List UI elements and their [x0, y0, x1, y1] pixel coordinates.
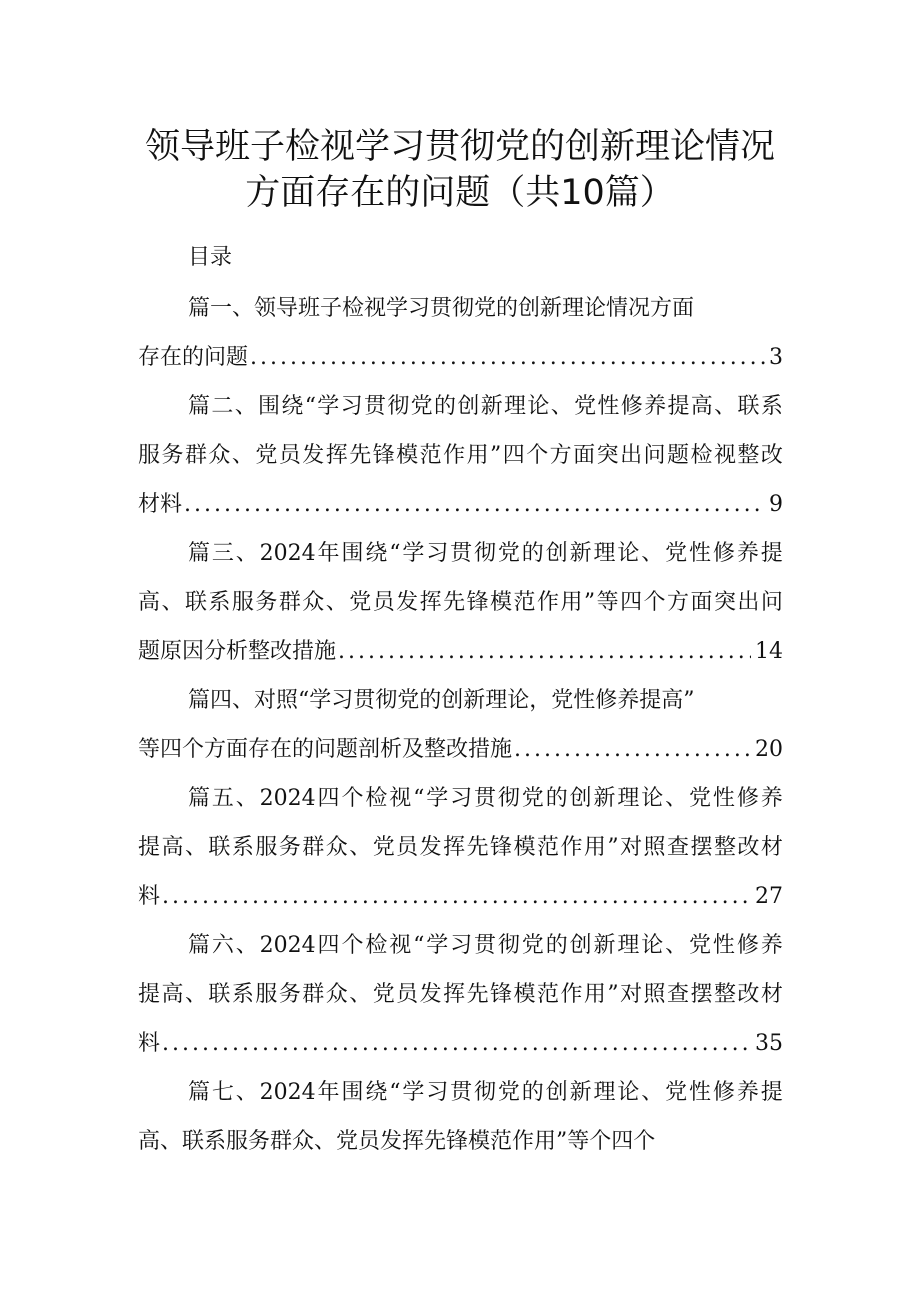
glyph: 党 [497, 1080, 520, 1105]
glyph: 性 [712, 786, 735, 811]
glyph: 挥 [419, 590, 442, 615]
glyph: 发 [419, 982, 442, 1007]
glyph: 联 [737, 394, 760, 419]
glyph: 七 [211, 1080, 234, 1105]
glyph: 挥 [443, 835, 466, 860]
glyph: 检 [365, 933, 388, 958]
glyph: 彻 [497, 933, 520, 958]
glyph: 查 [667, 982, 690, 1007]
glyph: 、 [235, 933, 258, 958]
glyph: 篇 [188, 394, 211, 419]
glyph: 党 [574, 394, 597, 419]
toc-entry-4-line-1: 篇四、对照“学习贯彻党的创新理论，党性修养提高” [188, 688, 695, 713]
toc-entry-4-text: 等四个方面存在的问题剖析及整改措施 [138, 737, 513, 762]
glyph: 员 [372, 590, 395, 615]
glyph: 整 [737, 443, 760, 468]
glyph: 照 [643, 835, 666, 860]
glyph: 作 [560, 835, 583, 860]
glyph: 、 [235, 786, 258, 811]
glyph: 范 [536, 982, 559, 1007]
glyph: 学 [317, 394, 340, 419]
toc-entry-6-last-line[interactable] [138, 1026, 783, 1062]
glyph: 彻 [474, 1080, 497, 1105]
glyph: 突 [713, 590, 736, 615]
glyph: 高 [161, 835, 184, 860]
glyph: 、 [234, 394, 257, 419]
glyph: 彻 [497, 786, 520, 811]
glyph: 改 [760, 443, 783, 468]
glyph: 创 [457, 394, 480, 419]
toc-entry-3-text: 题原因分析整改措施 [138, 639, 337, 664]
glyph: 发 [396, 590, 419, 615]
glyph: 、 [714, 394, 737, 419]
document-title-line-1: 领导班子检视学习贯彻党的创新理论情况 [144, 127, 775, 167]
glyph: 联 [208, 835, 231, 860]
glyph: 理 [593, 1080, 616, 1105]
glyph: ” [583, 590, 596, 615]
glyph: 年 [317, 541, 340, 566]
glyph: 贯 [450, 1080, 473, 1105]
glyph: 党 [497, 541, 520, 566]
glyph: 党 [665, 541, 688, 566]
glyph: 整 [713, 835, 736, 860]
glyph: 新 [593, 786, 616, 811]
glyph: 、 [550, 394, 573, 419]
glyph: 围 [341, 541, 364, 566]
glyph: 彻 [387, 394, 410, 419]
glyph: 绕 [365, 541, 388, 566]
glyph: 篇 [188, 786, 211, 811]
glyph: 、 [641, 1080, 664, 1105]
glyph: 的 [521, 1080, 544, 1105]
glyph: 务 [278, 835, 301, 860]
toc-entry-1-page: 3 [769, 345, 783, 370]
glyph: 员 [396, 982, 419, 1007]
glyph: 众 [325, 982, 348, 1007]
glyph: 员 [278, 443, 301, 468]
glyph: 、 [231, 443, 254, 468]
glyph: 养 [736, 541, 759, 566]
glyph: 修 [712, 1080, 735, 1105]
glyph: 群 [302, 982, 325, 1007]
glyph: 论 [641, 933, 664, 958]
glyph: 众 [302, 590, 325, 615]
glyph: 用 [583, 835, 606, 860]
glyph: 修 [736, 786, 759, 811]
glyph: 联 [208, 982, 231, 1007]
glyph: 高 [161, 982, 184, 1007]
glyph: 、 [349, 982, 372, 1007]
toc-entry-5-line-2 [138, 830, 783, 866]
glyph: 先 [466, 835, 489, 860]
glyph: 发 [419, 835, 442, 860]
glyph: 四 [317, 933, 340, 958]
glyph: 、 [641, 541, 664, 566]
glyph: 、 [665, 786, 688, 811]
glyph: “ [304, 394, 316, 419]
glyph: 、 [184, 835, 207, 860]
glyph: 检 [690, 443, 713, 468]
toc-entry-1-last-line[interactable] [138, 340, 783, 376]
glyph: 新 [569, 1080, 592, 1105]
glyph: 先 [466, 982, 489, 1007]
glyph: 篇 [188, 541, 211, 566]
glyph: 作 [443, 443, 466, 468]
glyph: 员 [396, 835, 419, 860]
glyph: 党 [521, 786, 544, 811]
glyph: 彻 [474, 541, 497, 566]
glyph: 2024 [259, 933, 316, 958]
glyph: 围 [341, 1080, 364, 1105]
glyph: 务 [161, 443, 184, 468]
toc-entry-2-last-line[interactable] [138, 487, 783, 523]
glyph: 新 [480, 394, 503, 419]
toc-entry-7-line-1 [188, 1075, 783, 1111]
glyph: 贯 [450, 541, 473, 566]
glyph: 党 [521, 933, 544, 958]
glyph: 范 [513, 590, 536, 615]
document-title-line-2: 方面存在的问题（共10篇） [245, 173, 675, 213]
glyph: 用 [583, 982, 606, 1007]
glyph: 众 [325, 835, 348, 860]
glyph: 摆 [690, 982, 713, 1007]
glyph: 绕 [365, 1080, 388, 1105]
glyph: 高 [138, 590, 161, 615]
glyph: 方 [667, 590, 690, 615]
glyph: 系 [208, 590, 231, 615]
glyph: 发 [302, 443, 325, 468]
toc-entry-5-page: 27 [755, 884, 783, 909]
toc-entry-2-text: 材料 [138, 492, 183, 517]
glyph: 党 [372, 835, 395, 860]
glyph: 性 [712, 933, 735, 958]
glyph: 模 [396, 443, 419, 468]
glyph: 四 [317, 786, 340, 811]
toc-entry-3-line-2 [138, 585, 783, 621]
glyph: “ [413, 786, 425, 811]
glyph: 修 [620, 394, 643, 419]
glyph: 、 [325, 590, 348, 615]
glyph: 先 [349, 443, 372, 468]
glyph: 贯 [363, 394, 386, 419]
glyph: 创 [569, 786, 592, 811]
toc-entry-2-page: 9 [769, 492, 783, 517]
glyph: ” [490, 443, 502, 468]
glyph: 模 [513, 835, 536, 860]
toc-entry-6-line-2 [138, 977, 783, 1013]
glyph: 新 [569, 541, 592, 566]
toc-entry-1-text: 存在的问题 [138, 345, 249, 370]
toc-entry-6-text: 料 [138, 1031, 161, 1056]
glyph: 的 [521, 541, 544, 566]
glyph: 高 [690, 394, 713, 419]
glyph: 服 [255, 982, 278, 1007]
glyph: 习 [426, 1080, 449, 1105]
glyph: 四 [502, 443, 525, 468]
glyph: 面 [573, 443, 596, 468]
glyph: 理 [617, 786, 640, 811]
glyph: 群 [184, 443, 207, 468]
glyph: 挥 [443, 982, 466, 1007]
glyph: 2024 [259, 1080, 316, 1105]
glyph: 服 [255, 835, 278, 860]
toc-entry-4-page: 20 [755, 737, 783, 762]
glyph: 性 [689, 541, 712, 566]
glyph: 修 [712, 541, 735, 566]
glyph: 党 [689, 786, 712, 811]
glyph: 习 [450, 933, 473, 958]
glyph: “ [389, 541, 401, 566]
glyph: 群 [278, 590, 301, 615]
glyph: 改 [737, 835, 760, 860]
glyph: 视 [389, 933, 412, 958]
glyph: 三 [211, 541, 234, 566]
toc-entry-1-line-1: 篇一、领导班子检视学习贯彻党的创新理论情况方面 [188, 296, 695, 321]
glyph: 查 [667, 835, 690, 860]
glyph: ” [607, 982, 619, 1007]
glyph: 理 [593, 541, 616, 566]
glyph: 四 [620, 590, 643, 615]
glyph: 论 [617, 541, 640, 566]
glyph: 党 [689, 933, 712, 958]
glyph: 、 [235, 541, 258, 566]
glyph: 养 [644, 394, 667, 419]
glyph: 、 [665, 933, 688, 958]
glyph: 用 [560, 590, 583, 615]
glyph: 的 [545, 786, 568, 811]
glyph: 提 [760, 541, 783, 566]
glyph: 材 [760, 835, 783, 860]
glyph: 论 [617, 1080, 640, 1105]
glyph: 论 [641, 786, 664, 811]
glyph: 视 [713, 443, 736, 468]
glyph: 党 [349, 590, 372, 615]
glyph: ” [607, 835, 619, 860]
glyph: 联 [184, 590, 207, 615]
glyph: 模 [513, 982, 536, 1007]
glyph: 题 [667, 443, 690, 468]
glyph: 作 [536, 590, 559, 615]
glyph: 检 [365, 786, 388, 811]
glyph: 、 [235, 1080, 258, 1105]
toc-entry-3-page: 14 [755, 639, 783, 664]
glyph: 六 [211, 933, 234, 958]
glyph: 理 [504, 394, 527, 419]
toc-entry-7-line-2: 高、联系服务群众、党员发挥先锋模范作用”等个四个 [138, 1129, 656, 1154]
glyph: 新 [593, 933, 616, 958]
glyph: 用 [466, 443, 489, 468]
glyph: 习 [426, 541, 449, 566]
glyph: 材 [760, 982, 783, 1007]
dot-leader [184, 487, 765, 523]
glyph: 对 [620, 982, 643, 1007]
glyph: 务 [255, 590, 278, 615]
glyph: 篇 [188, 1080, 211, 1105]
glyph: 问 [643, 443, 666, 468]
glyph: 视 [389, 786, 412, 811]
glyph: 个 [643, 590, 666, 615]
glyph: 2024 [259, 541, 316, 566]
glyph: 摆 [690, 835, 713, 860]
toc-entry-6-line-1 [188, 928, 783, 964]
glyph: 、 [161, 590, 184, 615]
glyph: 务 [278, 982, 301, 1007]
glyph: 性 [597, 394, 620, 419]
glyph: 对 [620, 835, 643, 860]
glyph: 众 [208, 443, 231, 468]
glyph: 群 [302, 835, 325, 860]
toc-entry-3-last-line[interactable] [138, 634, 783, 670]
glyph: 提 [138, 982, 161, 1007]
toc-entry-5-text: 料 [138, 884, 161, 909]
glyph: 围 [258, 394, 281, 419]
glyph: 养 [736, 1080, 759, 1105]
dot-leader [162, 879, 751, 915]
glyph: 突 [596, 443, 619, 468]
glyph: 整 [713, 982, 736, 1007]
glyph: 绕 [281, 394, 304, 419]
glyph: 篇 [188, 933, 211, 958]
glyph: 等 [596, 590, 619, 615]
glyph: 党 [255, 443, 278, 468]
glyph: 个 [526, 443, 549, 468]
glyph: 提 [667, 394, 690, 419]
glyph: 个 [341, 786, 364, 811]
glyph: “ [389, 1080, 401, 1105]
dot-leader [162, 1026, 751, 1062]
glyph: 锋 [466, 590, 489, 615]
glyph: 党 [410, 394, 433, 419]
glyph: 服 [138, 443, 161, 468]
glyph: 提 [760, 1080, 783, 1105]
glyph: 年 [317, 1080, 340, 1105]
glyph: 理 [617, 933, 640, 958]
glyph: 的 [434, 394, 457, 419]
glyph: 范 [419, 443, 442, 468]
glyph: 学 [402, 1080, 425, 1105]
glyph: 创 [569, 933, 592, 958]
glyph: 党 [372, 982, 395, 1007]
glyph: 模 [490, 590, 513, 615]
glyph: 改 [737, 982, 760, 1007]
glyph: 系 [231, 982, 254, 1007]
glyph: 面 [690, 590, 713, 615]
glyph: 养 [760, 933, 783, 958]
dot-leader [514, 732, 751, 768]
glyph: “ [413, 933, 425, 958]
glyph: 方 [549, 443, 572, 468]
glyph: 照 [643, 982, 666, 1007]
glyph: 贯 [474, 933, 497, 958]
glyph: 个 [341, 933, 364, 958]
glyph: 锋 [490, 835, 513, 860]
glyph: 挥 [325, 443, 348, 468]
glyph: 提 [138, 835, 161, 860]
glyph: 锋 [490, 982, 513, 1007]
glyph: 、 [349, 835, 372, 860]
glyph: 创 [545, 1080, 568, 1105]
toc-entry-2-line-2 [138, 438, 783, 474]
glyph: 锋 [372, 443, 395, 468]
glyph: 出 [737, 590, 760, 615]
glyph: 性 [689, 1080, 712, 1105]
glyph: 党 [665, 1080, 688, 1105]
toc-entry-2-line-1 [188, 389, 783, 425]
glyph: 二 [211, 394, 234, 419]
glyph: 学 [426, 786, 449, 811]
toc-heading: 目录 [188, 245, 233, 270]
toc-entry-5-last-line[interactable] [138, 879, 783, 915]
glyph: 论 [527, 394, 550, 419]
glyph: 习 [340, 394, 363, 419]
toc-entry-5-line-1 [188, 781, 783, 817]
toc-entry-4-last-line[interactable] [138, 732, 783, 768]
glyph: 问 [760, 590, 783, 615]
glyph: 作 [560, 982, 583, 1007]
glyph: 系 [760, 394, 783, 419]
glyph: 服 [231, 590, 254, 615]
glyph: 范 [536, 835, 559, 860]
glyph: 学 [426, 933, 449, 958]
dot-leader [250, 340, 765, 376]
glyph: 系 [231, 835, 254, 860]
glyph: 的 [545, 933, 568, 958]
glyph: 习 [450, 786, 473, 811]
glyph: 、 [184, 982, 207, 1007]
glyph: 修 [736, 933, 759, 958]
glyph: 先 [443, 590, 466, 615]
toc-entry-3-line-1 [188, 536, 783, 572]
toc-entry-6-page: 35 [755, 1031, 783, 1056]
glyph: 学 [402, 541, 425, 566]
glyph: 出 [620, 443, 643, 468]
glyph: 2024 [259, 786, 316, 811]
glyph: 五 [211, 786, 234, 811]
dot-leader [338, 634, 751, 670]
glyph: 贯 [474, 786, 497, 811]
glyph: 创 [545, 541, 568, 566]
glyph: 养 [760, 786, 783, 811]
